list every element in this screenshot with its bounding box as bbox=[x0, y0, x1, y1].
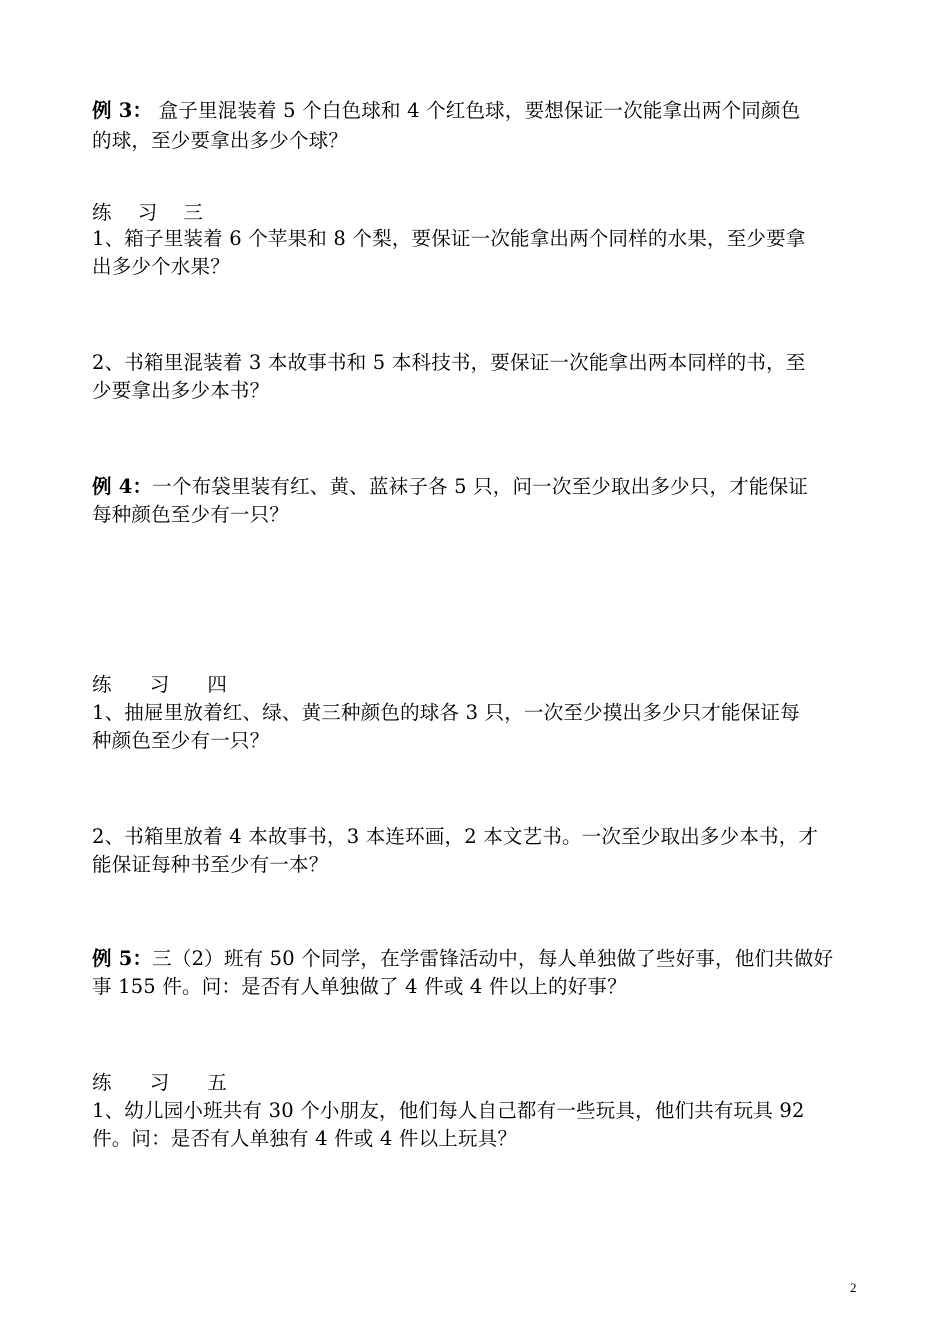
example-5-text-1: 三（2）班有 50 个同学，在学雷锋活动中，每人单独做了些好事，他们共做好 bbox=[152, 947, 834, 970]
example-4-line-1 bbox=[92, 472, 808, 502]
example-3-line-2: 的球，至少要拿出多少个球？ bbox=[92, 129, 349, 152]
practice-3-q2-line-1: 2、书箱里混装着 3 本故事书和 5 本科技书，要保证一次能拿出两本同样的书，至 bbox=[92, 351, 806, 374]
example-5-label: 例 5： bbox=[92, 947, 153, 970]
practice-4-q2-line-1: 2、书箱里放着 4 本故事书，3 本连环画，2 本文艺书。一次至少取出多少本书，才 bbox=[92, 825, 819, 848]
practice-3-q1-line-1: 1、箱子里装着 6 个苹果和 8 个梨，要保证一次能拿出两个同样的水果，至少要拿 bbox=[92, 227, 806, 250]
example-4-label: 例 4： bbox=[92, 475, 153, 498]
page-number: 2 bbox=[850, 1280, 857, 1295]
example-4-line-2: 每种颜色至少有一只？ bbox=[92, 503, 290, 526]
practice-3-q1-line-2: 出多少个水果？ bbox=[92, 255, 230, 278]
example-3-line-1 bbox=[92, 96, 800, 126]
practice-3-q2-line-2: 少要拿出多少本书？ bbox=[92, 379, 270, 402]
practice-4-heading: 练 习 四 bbox=[92, 673, 243, 696]
practice-5-q1-line-1: 1、幼儿园小班共有 30 个小朋友，他们每人自己都有一些玩具，他们共有玩具 92 bbox=[92, 1099, 805, 1122]
example-3-text-1: 盒子里混装着 5 个白色球和 4 个红色球，要想保证一次能拿出两个同颜色 bbox=[152, 99, 801, 122]
example-5-line-1 bbox=[92, 944, 833, 974]
practice-3-heading: 练 习 三 bbox=[92, 201, 213, 224]
example-4-text-1: 一个布袋里装有红、黄、蓝袜子各 5 只，问一次至少取出多少只，才能保证 bbox=[152, 475, 808, 498]
practice-5-q1-line-2: 件。问：是否有人单独有 4 件或 4 件以上玩具？ bbox=[92, 1127, 518, 1150]
practice-4-q1-line-2: 种颜色至少有一只？ bbox=[92, 729, 270, 752]
example-5-line-2: 事 155 件。问：是否有人单独做了 4 件或 4 件以上的好事？ bbox=[92, 975, 627, 998]
practice-4-q1-line-1: 1、抽屉里放着红、绿、黄三种颜色的球各 3 只，一次至少摸出多少只才能保证每 bbox=[92, 701, 800, 724]
practice-4-q2-line-2: 能保证每种书至少有一本？ bbox=[92, 853, 329, 876]
example-3-label: 例 3： bbox=[92, 99, 153, 122]
practice-5-heading: 练 习 五 bbox=[92, 1071, 243, 1094]
